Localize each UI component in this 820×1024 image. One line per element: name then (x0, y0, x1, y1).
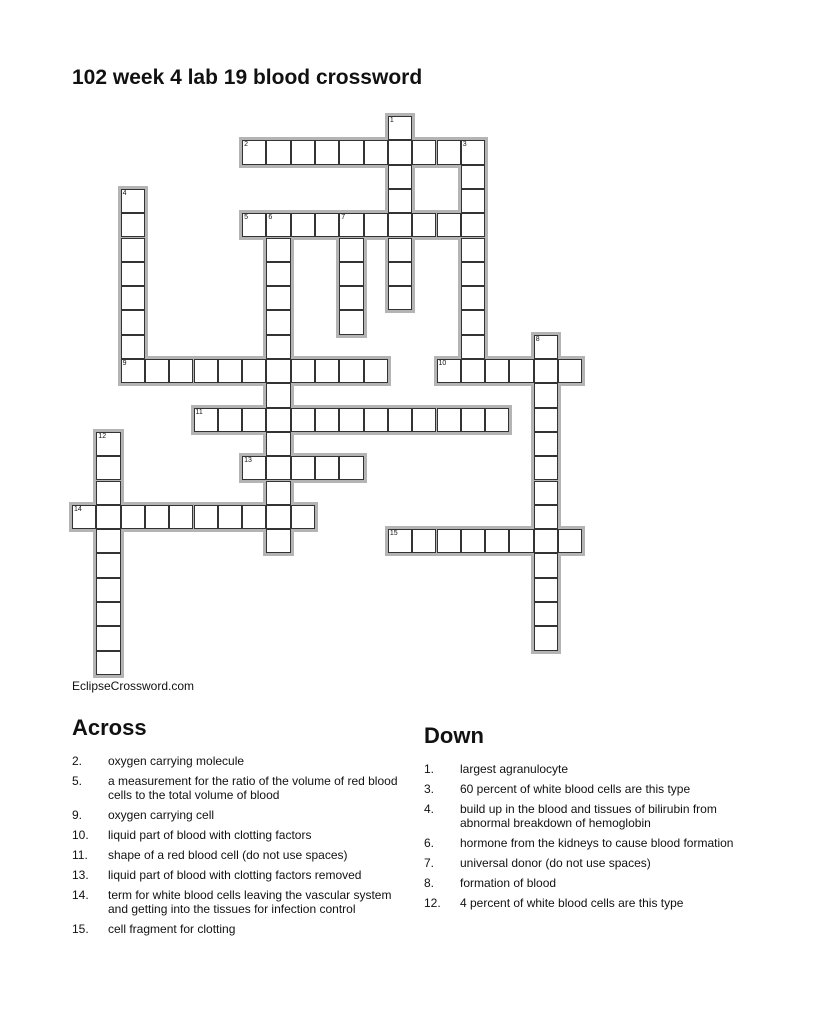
puzzle-title: 102 week 4 lab 19 blood crossword (72, 66, 423, 89)
crossword-cell[interactable] (364, 408, 388, 432)
crossword-cell[interactable] (96, 602, 120, 626)
down-clue (424, 782, 754, 796)
clue-number: 13. (72, 868, 89, 882)
cell-number: 1 (389, 117, 394, 124)
crossword-cell[interactable] (388, 408, 412, 432)
crossword-cell[interactable] (461, 335, 485, 359)
crossword-cell[interactable] (266, 286, 290, 310)
crossword-cell[interactable] (291, 408, 315, 432)
crossword-cell[interactable] (339, 359, 363, 383)
crossword-cell[interactable] (218, 505, 242, 529)
crossword-cell[interactable] (388, 286, 412, 310)
across-clue (72, 922, 402, 936)
crossword-cell[interactable] (121, 262, 145, 286)
clue-text: oxygen carrying cell (108, 808, 215, 822)
crossword-cell[interactable] (266, 140, 290, 164)
crossword-cell[interactable] (218, 408, 242, 432)
crossword-cell[interactable] (121, 238, 145, 262)
across-clue (72, 868, 402, 882)
crossword-cell[interactable] (509, 529, 533, 553)
cell-number: 10 (438, 360, 447, 367)
crossword-cell[interactable] (534, 578, 558, 602)
crossword-cell[interactable] (121, 505, 145, 529)
crossword-cell[interactable] (534, 505, 558, 529)
crossword-cell[interactable] (72, 505, 96, 529)
crossword-cell[interactable] (412, 529, 436, 553)
crossword-cell[interactable] (96, 626, 120, 650)
crossword-cell[interactable] (339, 408, 363, 432)
crossword-cell[interactable] (121, 359, 145, 383)
crossword-cell[interactable] (534, 383, 558, 407)
clue-text: 60 percent of white blood cells are this type (460, 782, 691, 796)
crossword-cell[interactable] (461, 286, 485, 310)
crossword-cell[interactable] (266, 432, 290, 456)
down-clue (424, 762, 754, 776)
across-clue (72, 808, 402, 822)
crossword-cell[interactable] (266, 310, 290, 334)
clue-number: 15. (72, 922, 89, 936)
clue-number: 8. (424, 876, 435, 890)
clue-text: shape of a red blood cell (do not use spaces) (108, 848, 348, 862)
crossword-cell[interactable] (194, 505, 218, 529)
down-clue (424, 896, 754, 910)
clue-number: 10. (72, 828, 89, 842)
crossword-cell[interactable] (485, 529, 509, 553)
clue-text: a measurement for the ratio of the volume of red blood cells to the total volume of blood (108, 774, 398, 802)
clue-number: 4. (424, 802, 435, 816)
clue-number: 5. (72, 774, 83, 788)
down-clue (424, 876, 754, 890)
across-heading: Across (72, 715, 147, 740)
clue-text: liquid part of blood with clotting factors (108, 828, 312, 842)
crossword-cell[interactable] (315, 213, 339, 237)
crossword-cell[interactable] (485, 359, 509, 383)
crossword-cell[interactable] (388, 189, 412, 213)
crossword-cell[interactable] (315, 140, 339, 164)
crossword-cell[interactable] (242, 456, 266, 480)
crossword-cell[interactable] (121, 310, 145, 334)
across-clue (72, 828, 402, 842)
crossword-cell[interactable] (315, 408, 339, 432)
crossword-cell[interactable] (534, 481, 558, 505)
crossword-cell[interactable] (509, 359, 533, 383)
crossword-cell[interactable] (121, 189, 145, 213)
cell-number: 14 (74, 505, 82, 513)
crossword-cell[interactable] (242, 408, 266, 432)
cell-number: 3 (462, 141, 467, 149)
crossword-cell[interactable] (437, 408, 461, 432)
crossword-cell[interactable] (534, 602, 558, 626)
down-clue-list (424, 762, 754, 916)
crossword-cell[interactable] (266, 456, 290, 480)
cell-number: 15 (389, 530, 398, 538)
crossword-cell[interactable] (558, 359, 582, 383)
crossword-cell[interactable] (388, 262, 412, 286)
cell-number: 7 (341, 214, 346, 222)
crossword-cell[interactable] (364, 359, 388, 383)
crossword-cell[interactable] (96, 505, 120, 529)
crossword-cell[interactable] (266, 505, 290, 529)
crossword-cell[interactable] (96, 651, 120, 675)
down-clue (424, 802, 754, 830)
cell-number: 8 (535, 335, 540, 343)
clue-text: formation of blood (460, 876, 557, 890)
crossword-cell[interactable] (218, 359, 242, 383)
crossword-cell[interactable] (412, 408, 436, 432)
cell-number: 2 (244, 141, 248, 149)
crossword-cell[interactable] (242, 505, 266, 529)
crossword-cell[interactable] (291, 505, 315, 529)
crossword-cell[interactable] (266, 481, 290, 505)
crossword-cell[interactable] (96, 481, 120, 505)
clue-number: 14. (72, 888, 89, 902)
crossword-cell[interactable] (412, 213, 436, 237)
crossword-cell[interactable] (291, 140, 315, 164)
cell-number: 4 (122, 189, 127, 197)
crossword-cell[interactable] (534, 553, 558, 577)
crossword-cell[interactable] (291, 456, 315, 480)
crossword-cell[interactable] (266, 335, 290, 359)
across-clue-list (72, 754, 402, 942)
crossword-cell[interactable] (485, 408, 509, 432)
crossword-cell[interactable] (534, 626, 558, 650)
crossword-cell[interactable] (388, 165, 412, 189)
across-clue (72, 888, 402, 916)
crossword-cell[interactable] (461, 165, 485, 189)
crossword-cell[interactable] (534, 456, 558, 480)
crossword-cell[interactable] (388, 140, 412, 164)
crossword-cell[interactable] (461, 238, 485, 262)
crossword-cell[interactable] (461, 408, 485, 432)
crossword-cell[interactable] (266, 383, 290, 407)
crossword-cell[interactable] (534, 529, 558, 553)
clue-number: 2. (72, 754, 83, 768)
crossword-cell[interactable] (315, 359, 339, 383)
crossword-cell[interactable] (242, 213, 266, 237)
crossword-cell[interactable] (266, 529, 290, 553)
across-clue (72, 774, 402, 802)
crossword-cell[interactable] (96, 529, 120, 553)
crossword-cell[interactable] (194, 359, 218, 383)
crossword-cell[interactable] (242, 359, 266, 383)
across-clue (72, 848, 402, 862)
crossword-cell[interactable] (461, 213, 485, 237)
crossword-cell[interactable] (437, 213, 461, 237)
crossword-cell[interactable] (96, 456, 120, 480)
footer-credit: EclipseCrossword.com (72, 679, 195, 693)
down-clue (424, 836, 754, 850)
cell-number: 11 (195, 408, 203, 416)
clue-number: 12. (424, 896, 441, 910)
crossword-cell[interactable] (461, 262, 485, 286)
clue-text: 4 percent of white blood cells are this type (460, 896, 684, 910)
clue-number: 11. (72, 848, 88, 862)
crossword-cell[interactable] (266, 262, 290, 286)
crossword-cell[interactable] (437, 529, 461, 553)
crossword-cell[interactable] (437, 140, 461, 164)
crossword-cell[interactable] (339, 238, 363, 262)
crossword-cell[interactable] (534, 432, 558, 456)
crossword-cell[interactable] (291, 359, 315, 383)
crossword-cell[interactable] (121, 286, 145, 310)
crossword-cell[interactable] (437, 359, 461, 383)
clue-text: build up in the blood and tissues of bilirubin from abnormal breakdown of hemoglobin (460, 802, 717, 830)
crossword-cell[interactable] (291, 213, 315, 237)
clue-text: largest agranulocyte (460, 762, 569, 776)
crossword-cell[interactable] (169, 359, 193, 383)
crossword-cell[interactable] (194, 408, 218, 432)
clue-text: universal donor (do not use spaces) (460, 856, 651, 870)
crossword-cell[interactable] (461, 359, 485, 383)
cell-number: 5 (244, 214, 248, 222)
crossword-cell[interactable] (461, 310, 485, 334)
crossword-cell[interactable] (145, 359, 169, 383)
crossword-cell[interactable] (388, 529, 412, 553)
crossword-cell[interactable] (364, 140, 388, 164)
crossword-cell[interactable] (96, 553, 120, 577)
crossword-cell[interactable] (461, 529, 485, 553)
clue-number: 3. (424, 782, 435, 796)
crossword-cell[interactable] (266, 359, 290, 383)
crossword-cell[interactable] (169, 505, 193, 529)
crossword-cell[interactable] (388, 116, 412, 140)
cell-number: 9 (122, 360, 127, 367)
clue-number: 9. (72, 808, 83, 822)
crossword-cell[interactable] (121, 335, 145, 359)
crossword-cell[interactable] (388, 213, 412, 237)
across-clue (72, 754, 402, 768)
cell-number: 13 (244, 457, 252, 465)
crossword-cell[interactable] (339, 213, 363, 237)
crossword-cell[interactable] (339, 140, 363, 164)
crossword-cell[interactable] (339, 456, 363, 480)
clue-number: 1. (424, 762, 435, 776)
crossword-cell[interactable] (412, 140, 436, 164)
crossword-cell[interactable] (339, 286, 363, 310)
down-heading: Down (424, 723, 484, 748)
cell-number: 6 (268, 214, 273, 222)
crossword-cell[interactable] (315, 456, 339, 480)
down-clue (424, 856, 754, 870)
clue-number: 6. (424, 836, 435, 850)
cell-number: 12 (98, 432, 107, 440)
crossword-cell[interactable] (266, 213, 290, 237)
crossword-cell[interactable] (266, 408, 290, 432)
clue-text: hormone from the kidneys to cause blood formation (460, 836, 734, 850)
clue-text: oxygen carrying molecule (108, 754, 245, 768)
crossword-cell[interactable] (558, 529, 582, 553)
clue-text: liquid part of blood with clotting factors removed (108, 868, 362, 882)
crossword-cell[interactable] (266, 238, 290, 262)
crossword-cell[interactable] (145, 505, 169, 529)
clue-text: cell fragment for clotting (108, 922, 236, 936)
clue-text: term for white blood cells leaving the vascular system and getting into the tissues for infection control (108, 888, 392, 916)
crossword-cell[interactable] (339, 262, 363, 286)
clue-number: 7. (424, 856, 435, 870)
crossword-cell[interactable] (534, 359, 558, 383)
crossword-cell[interactable] (364, 213, 388, 237)
crossword-cell[interactable] (339, 310, 363, 334)
crossword-cell[interactable] (534, 408, 558, 432)
crossword-cell[interactable] (388, 238, 412, 262)
crossword-cell[interactable] (534, 335, 558, 359)
crossword-cell[interactable] (96, 432, 120, 456)
crossword-cell[interactable] (121, 213, 145, 237)
crossword-cell[interactable] (96, 578, 120, 602)
crossword-cell[interactable] (461, 189, 485, 213)
crossword-cell[interactable] (461, 140, 485, 164)
crossword-cell[interactable] (242, 140, 266, 164)
